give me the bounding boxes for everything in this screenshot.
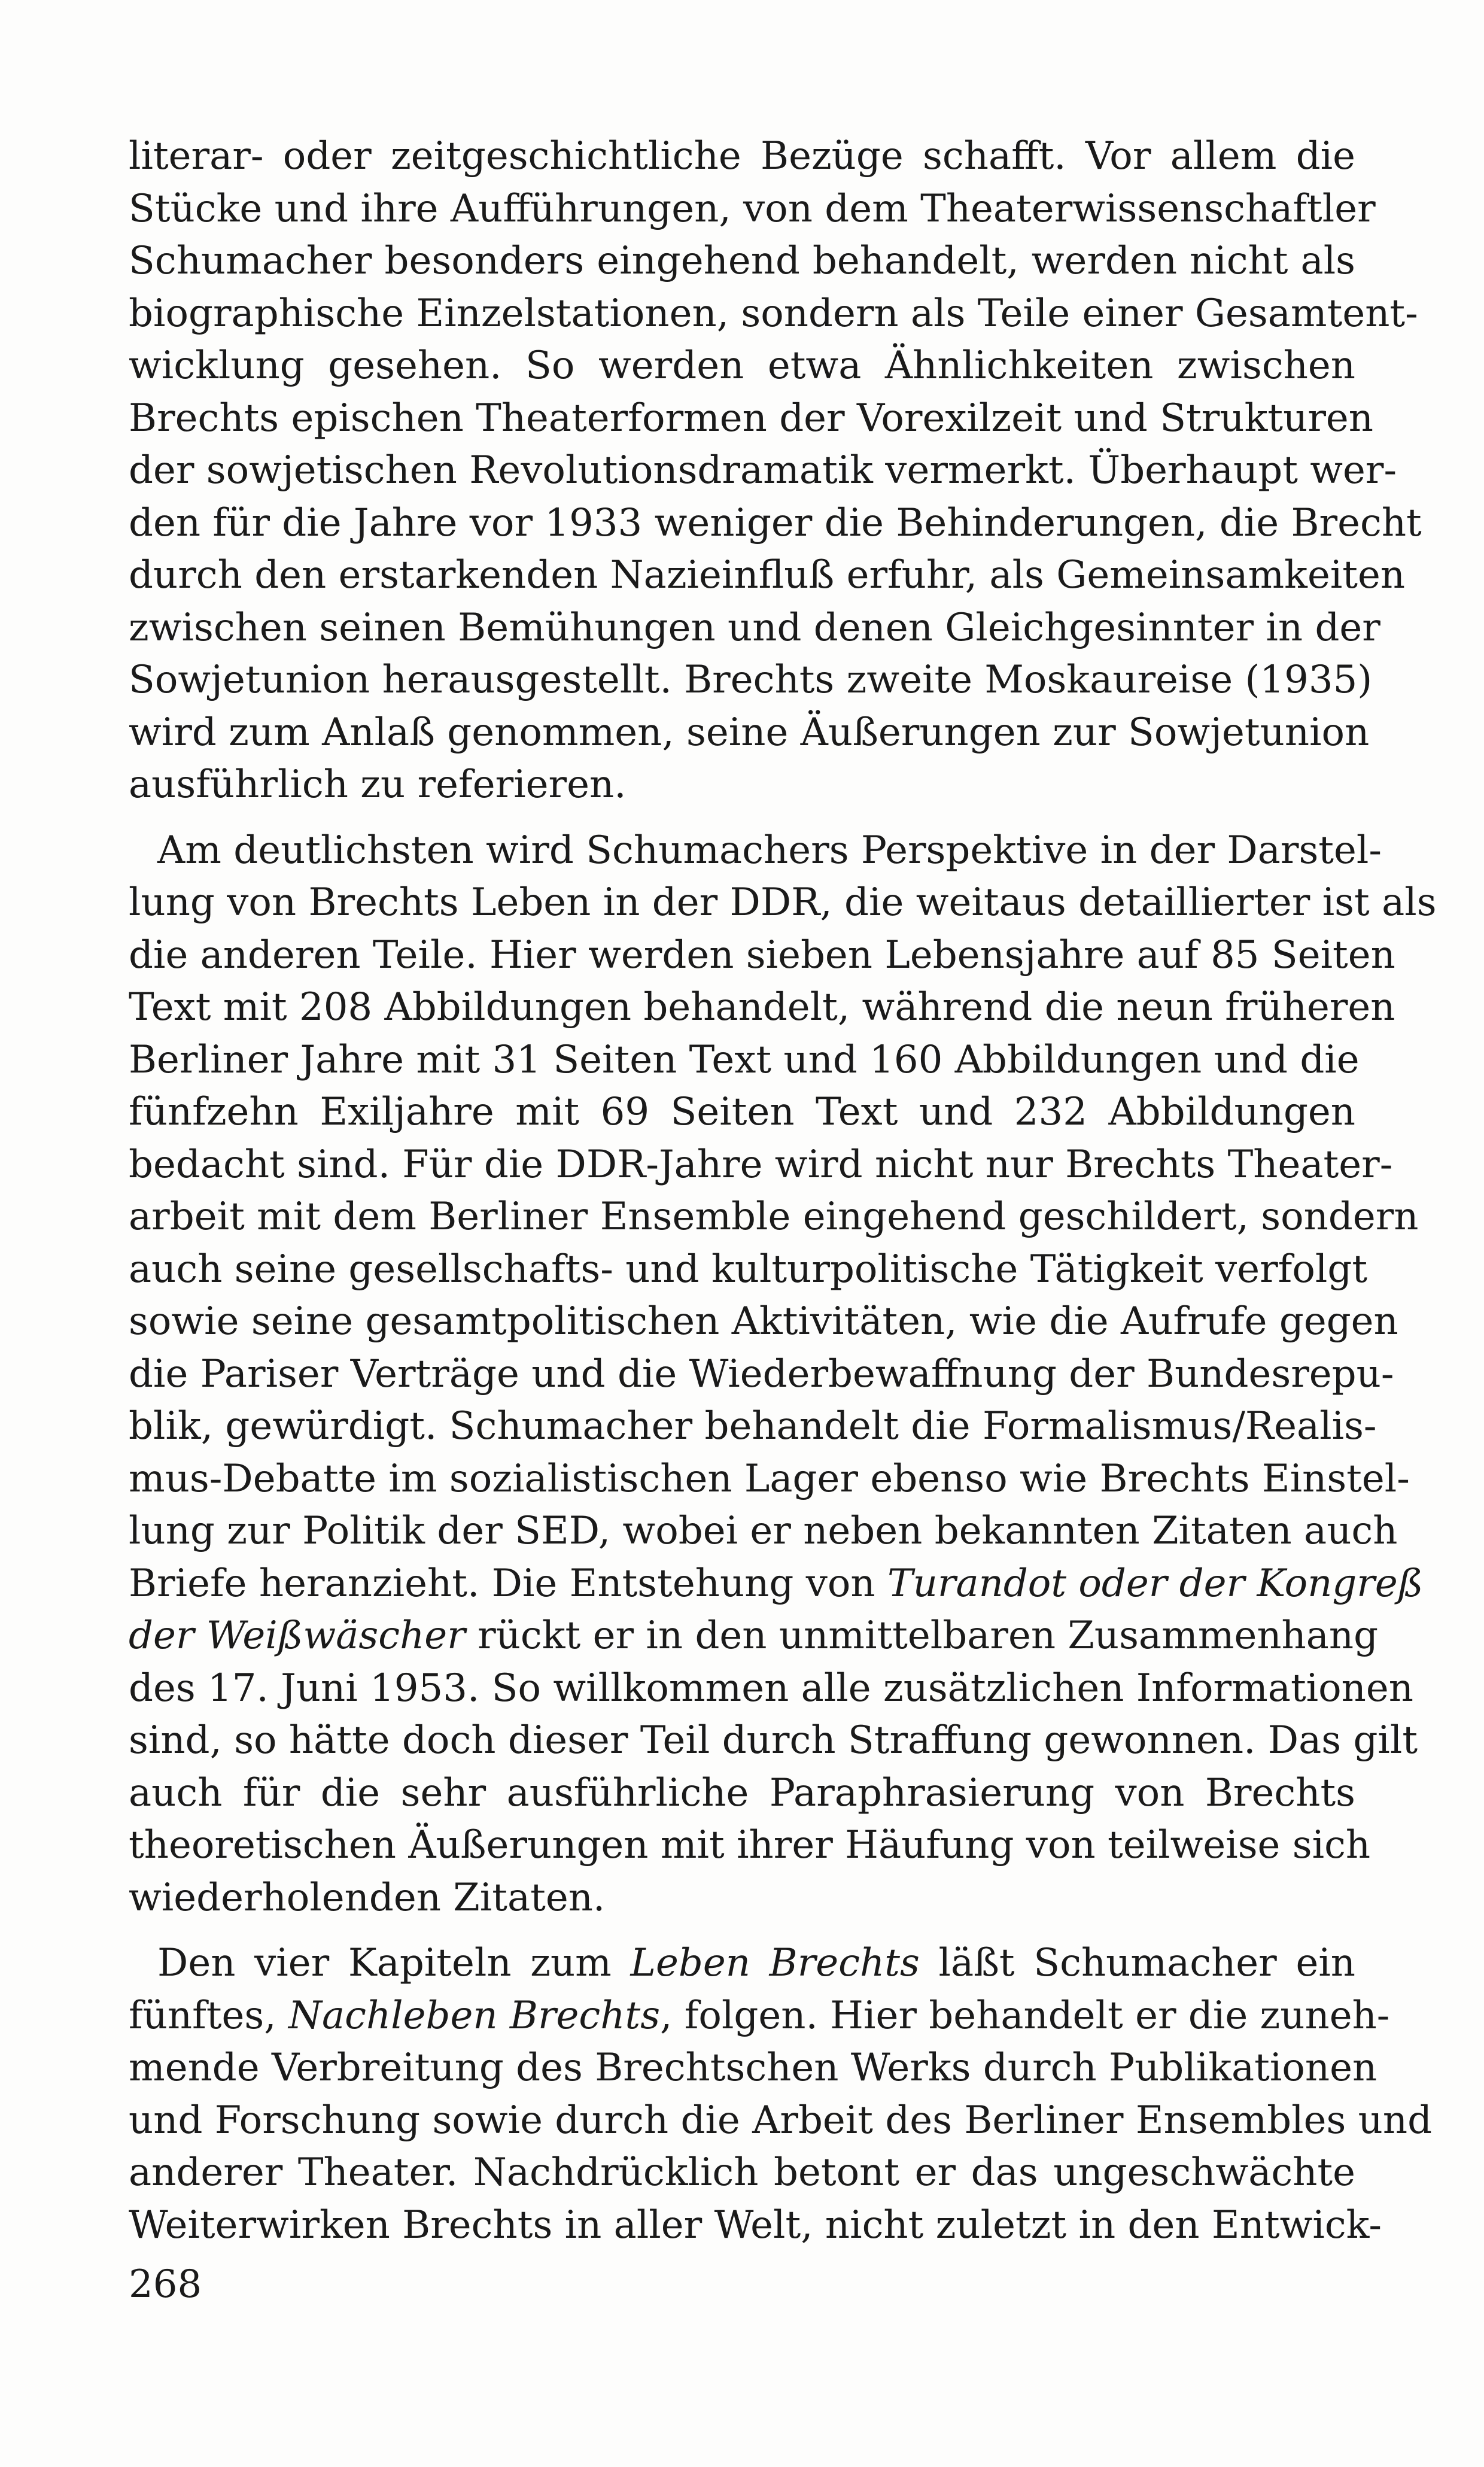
text-run: rückt er in den unmittelbaren Zusammenhang [465, 1614, 1379, 1658]
text-line: mus-Debatte im sozialistischen Lager ebenso wie Brechts Einstel- [129, 1456, 1410, 1501]
text-line: biographische Einzelstationen, sondern als Teile einer Gesamtent- [129, 291, 1418, 336]
text-run: läßt Schumacher ein [919, 1941, 1356, 1985]
paragraph-3 [129, 1937, 1433, 2252]
text-line [129, 1610, 1379, 1663]
text-run: Den vier Kapiteln zum [157, 1941, 631, 1985]
text-line: Text mit 208 Abbildungen behandelt, während die neun früheren [129, 985, 1395, 1029]
text-line: sowie seine gesamtpolitischen Aktivitäten, wie die Aufrufe gegen [129, 1299, 1398, 1344]
text-line: und Forschung sowie durch die Arbeit des Berliner Ensembles und [129, 2098, 1433, 2143]
text-line [129, 1990, 1390, 2043]
text-line: wiederholenden Zitaten. [129, 1875, 606, 1920]
text-line [129, 1558, 1424, 1611]
text-line: durch den erstarkenden Nazieinfluß erfuhr, als Gemeinsamkeiten [129, 553, 1406, 597]
text-line: der sowjetischen Revolutionsdramatik vermerkt. Überhaupt wer- [129, 448, 1397, 493]
text-line: des 17. Juni 1953. So willkommen alle zusätzlichen Informationen [129, 1666, 1413, 1711]
text-line: zwischen seinen Bemühungen und denen Gleichgesinnter in der [129, 605, 1380, 650]
paragraph-2 [129, 825, 1437, 1925]
paragraph-1 [129, 130, 1422, 812]
text-line: fünfzehn Exiljahre mit 69 Seiten Text und 232 Abbildungen [129, 1090, 1355, 1134]
text-line: literar- oder zeitgeschichtliche Bezüge schafft. Vor allem die [129, 134, 1355, 178]
chapter-title-italic: Nachleben Brechts [288, 1993, 661, 2038]
text-line: lung zur Politik der SED, wobei er neben bekannten Zitaten auch [129, 1509, 1398, 1553]
text-line: anderer Theater. Nachdrücklich betont er das ungeschwächte [129, 2150, 1355, 2195]
text-line: mende Verbreitung des Brechtschen Werks durch Publikationen [129, 2046, 1377, 2090]
text-line: wicklung gesehen. So werden etwa Ähnlichkeiten zwischen [129, 344, 1355, 388]
text-line: wird zum Anlaß genommen, seine Äußerungen zur Sowjetunion [129, 710, 1370, 755]
text-line: die anderen Teile. Hier werden sieben Lebensjahre auf 85 Seiten [129, 932, 1395, 977]
text-line: lung von Brechts Leben in der DDR, die weitaus detaillierter ist als [129, 880, 1437, 925]
text-line: bedacht sind. Für die DDR-Jahre wird nicht nur Brechts Theater- [129, 1142, 1393, 1187]
text-line: Stücke und ihre Aufführungen, von dem Theaterwissenschaftler [129, 186, 1376, 231]
text-line: Am deutlichsten wird Schumachers Perspektive in der Darstel- [157, 828, 1382, 873]
text-line: den für die Jahre vor 1933 weniger die Behinderungen, die Brecht [129, 500, 1422, 545]
text-line: die Pariser Verträge und die Wiederbewaffnung der Bundesrepu- [129, 1351, 1394, 1396]
work-title-italic: Turandot oder der Kongreß [887, 1561, 1424, 1606]
text-line: Berliner Jahre mit 31 Seiten Text und 160 Abbildungen und die [129, 1037, 1360, 1082]
text-line: theoretischen Äußerungen mit ihrer Häufung von teilweise sich [129, 1823, 1371, 1867]
text-line: blik, gewürdigt. Schumacher behandelt die Formalismus/Realis- [129, 1404, 1377, 1448]
work-title-italic: der Weißwäscher [129, 1614, 466, 1658]
text-line: auch seine gesellschafts- und kulturpolitische Tätigkeit verfolgt [129, 1247, 1368, 1292]
page-number: 268 [129, 2262, 202, 2307]
text-run: Briefe heranzieht. Die Entstehung von [129, 1561, 887, 1606]
text-line [129, 1937, 1355, 1990]
text-line: ausführlich zu referieren. [129, 762, 627, 807]
text-line: arbeit mit dem Berliner Ensemble eingehend geschildert, sondern [129, 1195, 1419, 1239]
text-line: Schumacher besonders eingehend behandelt, werden nicht als [129, 239, 1355, 283]
text-line: sind, so hätte doch dieser Teil durch Straffung gewonnen. Das gilt [129, 1718, 1418, 1763]
text-line: Sowjetunion herausgestellt. Brechts zweite Moskaureise (1935) [129, 658, 1373, 702]
text-run: , folgen. Hier behandelt er die zuneh- [660, 1993, 1390, 2038]
body-text [129, 130, 1437, 2252]
chapter-title-italic: Leben Brechts [630, 1941, 920, 1985]
text-line: auch für die sehr ausführliche Paraphrasierung von Brechts [129, 1770, 1355, 1815]
text-line: Brechts epischen Theaterformen der Vorexilzeit und Strukturen [129, 396, 1373, 440]
text-line: Weiterwirken Brechts in aller Welt, nicht zuletzt in den Entwick- [129, 2202, 1382, 2247]
text-run: fünftes, [129, 1993, 288, 2038]
